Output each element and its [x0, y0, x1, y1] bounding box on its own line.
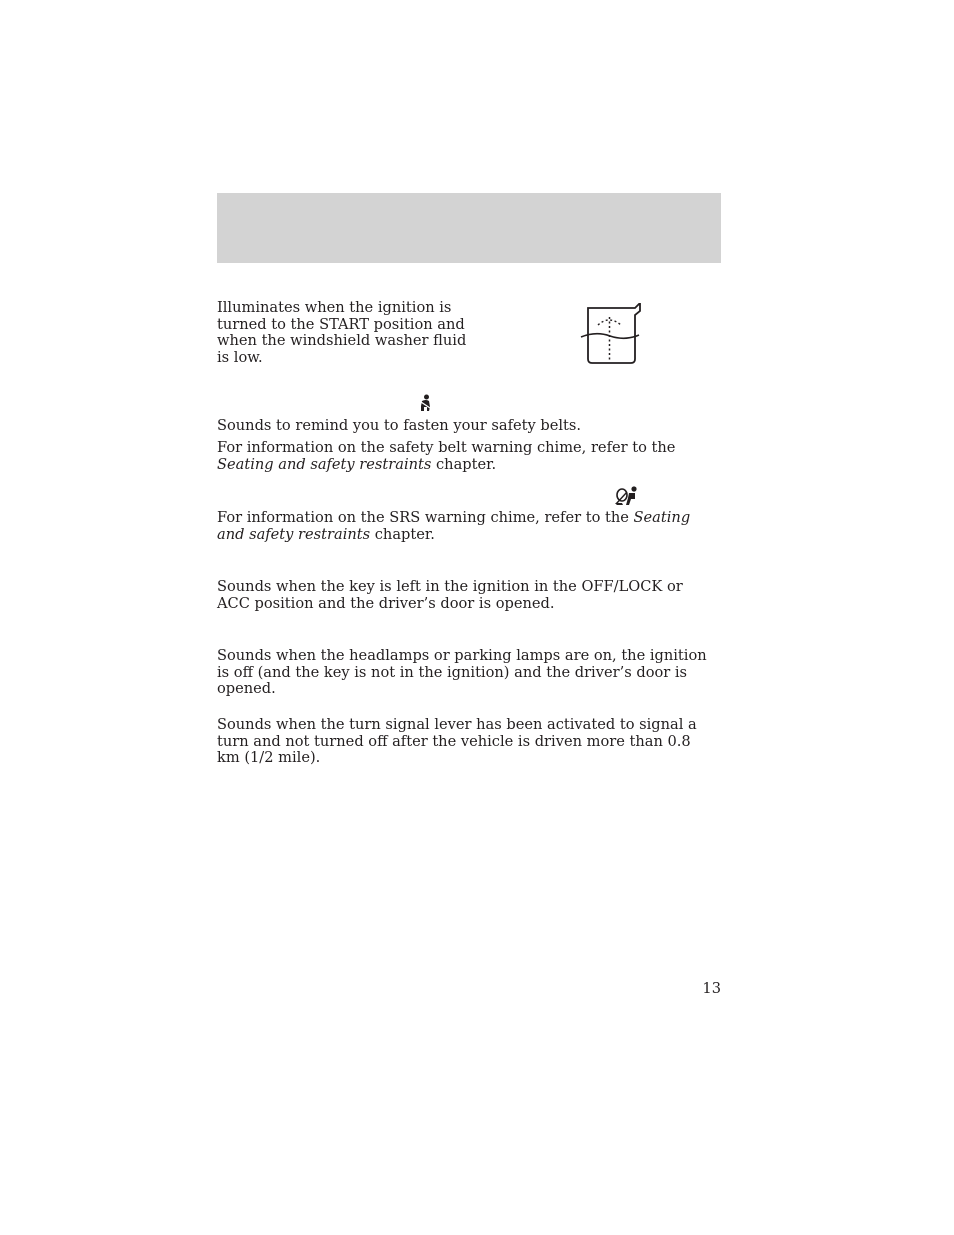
safety-belt-reference-suffix: chapter.: [431, 455, 497, 473]
safety-belt-chime-reference: [217, 440, 712, 473]
srs-reference-suffix: chapter.: [370, 525, 435, 543]
safety-belt-chime-description: Sounds to remind you to fasten your safety belts.: [217, 417, 581, 434]
headlamps-on-chime-description: Sounds when the headlamps or parking lamps are on, the ignition is off (and the key is not in the ignition) and the driver’s door is opened.: [217, 647, 707, 697]
srs-seating-chapter-link: Seating and safety restraints: [217, 509, 691, 543]
section-header-band: [217, 193, 721, 263]
safety-belt-reference-prefix: For information on the safety belt warning chime, refer to the: [217, 439, 676, 456]
key-in-ignition-chime-description: Sounds when the key is left in the ignition in the OFF/LOCK or ACC position and the driver’s door is opened.: [217, 578, 683, 612]
washer-fluid-description: Illuminates when the ignition is turned to the START position and when the windshield washer fluid is low.: [217, 299, 467, 366]
turn-signal-chime-description: Sounds when the turn signal lever has been activated to signal a turn and not turned off after the vehicle is driven more than 0.8 km (1/2 mile).: [217, 716, 697, 766]
seating-chapter-link: Seating and safety restraints: [217, 455, 432, 473]
srs-reference-prefix: For information on the SRS warning chime, refer to the: [217, 509, 634, 526]
page-number: 13: [702, 980, 721, 997]
srs-chime-reference: [217, 510, 702, 543]
windshield-washer-fluid-icon: [580, 303, 642, 370]
safety-belt-icon: [418, 394, 433, 417]
airbag-srs-icon: [614, 486, 638, 511]
